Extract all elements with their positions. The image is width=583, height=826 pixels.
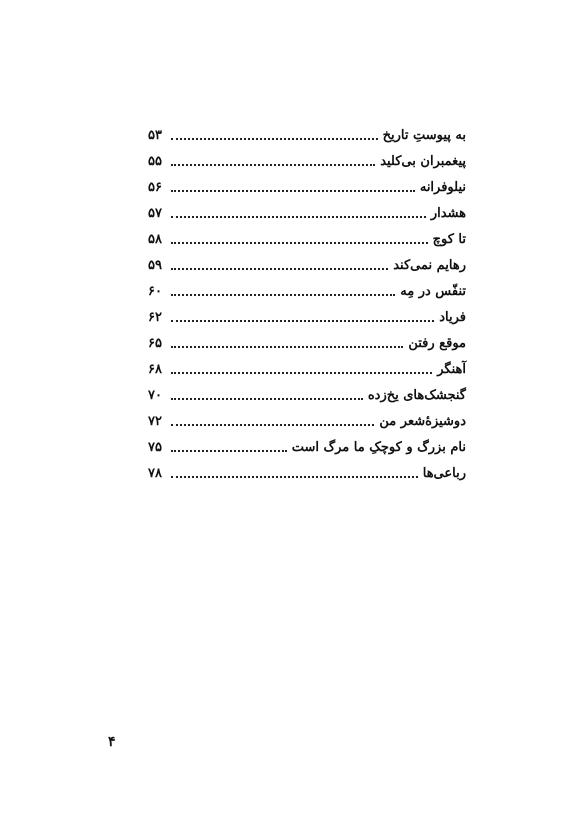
toc-entry [148, 122, 466, 148]
toc-entry [148, 200, 466, 226]
toc-entry-title: گنجشک‌های یخ‌زده [367, 387, 466, 403]
toc-entry [148, 174, 466, 200]
leader-dots [171, 216, 426, 218]
toc-entry [148, 356, 466, 382]
leader-dots [171, 346, 403, 348]
toc-entry-title: نام بزرگ و کوچکِ ما مرگ است [291, 439, 466, 455]
leader-dots [171, 294, 395, 296]
toc-entry-page: ۵۹ [148, 257, 162, 273]
leader-dots [171, 476, 418, 478]
leader-dots [171, 372, 432, 374]
toc-entry-title: رباعی‌ها [422, 465, 466, 481]
toc-entry-title: هشدار [430, 205, 466, 221]
toc-entry [148, 278, 466, 304]
toc-entry-title: موقع رفتن [408, 335, 466, 351]
toc-entry-title: فریاد [439, 309, 466, 325]
toc-entry-page: ۷۰ [148, 387, 162, 403]
toc-entry-title: نیلوفرانه [419, 179, 466, 195]
toc-entry [148, 252, 466, 278]
toc-entry-page: ۵۳ [148, 127, 162, 143]
leader-dots [171, 424, 374, 426]
toc-entry [148, 460, 466, 486]
leader-dots [171, 320, 434, 322]
toc-entry [148, 148, 466, 174]
toc-entry-page: ۵۷ [148, 205, 162, 221]
leader-dots [171, 450, 287, 452]
toc-entry-page: ۷۵ [148, 439, 162, 455]
toc-entry-page: ۶۰ [148, 283, 162, 299]
toc-entry-page: ۷۲ [148, 413, 162, 429]
page-number: ۴ [108, 734, 116, 750]
toc-entry-page: ۵۵ [148, 153, 162, 169]
toc-entry-title: تنفّس در مِه [400, 283, 466, 299]
toc-entry-title: دوشیزۀشعر من [379, 413, 466, 429]
leader-dots [171, 138, 378, 140]
toc-entry [148, 330, 466, 356]
leader-dots [171, 164, 375, 166]
toc-entry-title: به پیوستِ تاریخ [382, 127, 466, 143]
toc-entry-title: رهایم نمی‌کند [393, 257, 466, 273]
toc-entry-page: ۷۸ [148, 465, 162, 481]
leader-dots [171, 190, 415, 192]
leader-dots [171, 242, 428, 244]
toc-entry [148, 434, 466, 460]
toc-entry [148, 226, 466, 252]
toc-entry-page: ۶۸ [148, 361, 162, 377]
toc-entry-page: ۵۸ [148, 231, 162, 247]
toc-entry-title: تا کوچ [432, 231, 466, 247]
table-of-contents [148, 122, 466, 486]
leader-dots [171, 398, 363, 400]
leader-dots [171, 268, 388, 270]
toc-entry-page: ۵۶ [148, 179, 162, 195]
toc-entry [148, 304, 466, 330]
toc-entry-title: آهنگر [437, 361, 466, 377]
toc-entry [148, 408, 466, 434]
toc-entry [148, 382, 466, 408]
toc-entry-page: ۶۲ [148, 309, 162, 325]
toc-entry-page: ۶۵ [148, 335, 162, 351]
toc-entry-title: پیغمبران بی‌کلید [380, 153, 466, 169]
